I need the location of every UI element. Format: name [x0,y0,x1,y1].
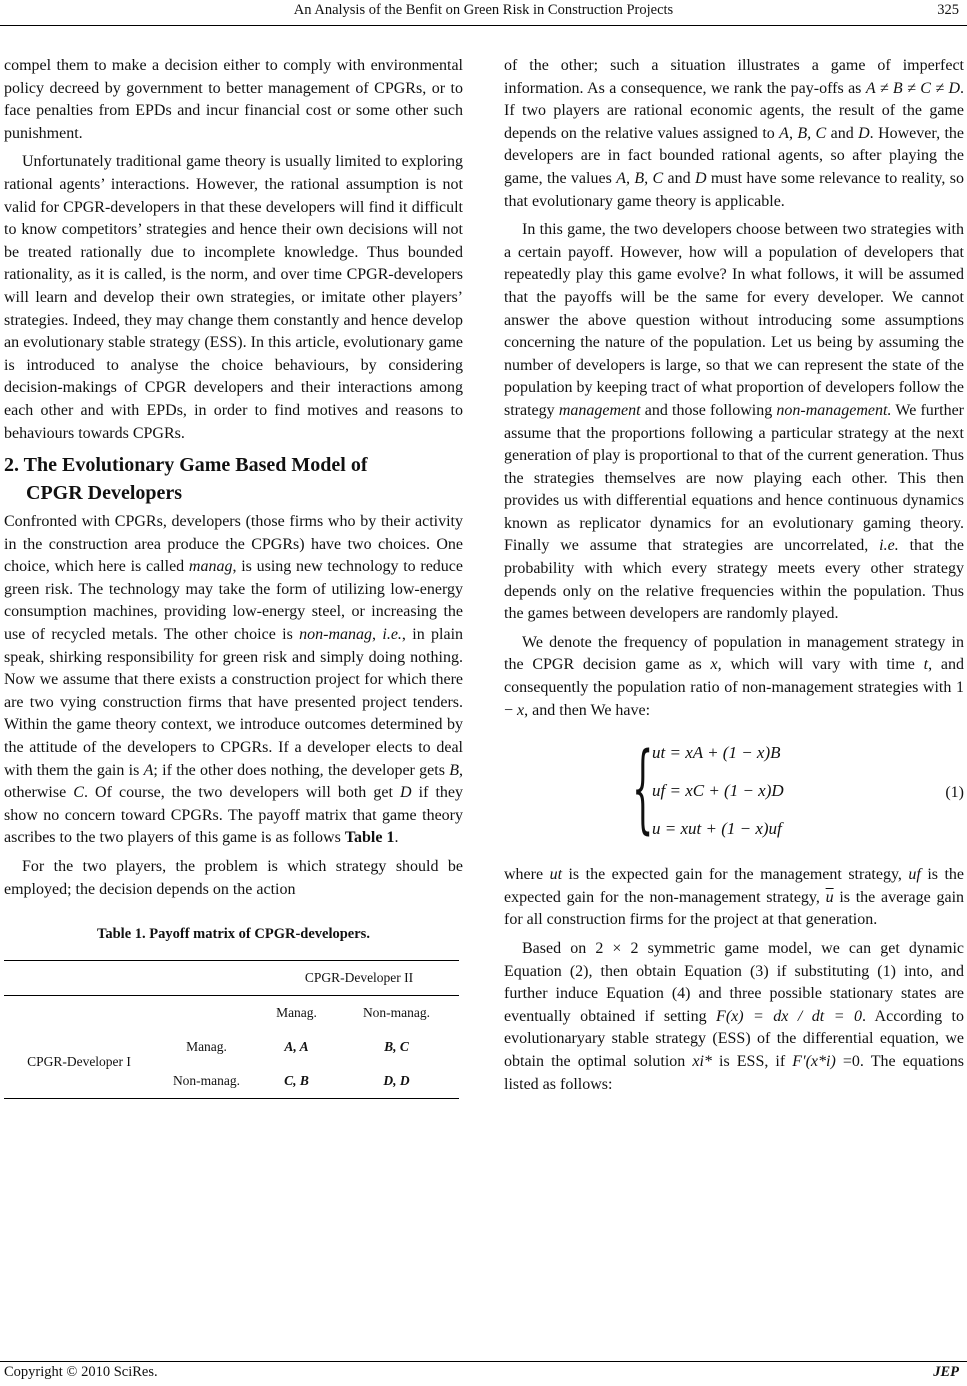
footer-copyright: Copyright © 2010 SciRes. [4,1364,158,1380]
paragraph: of the other; such a situation illustrates a game of imperfect information. As a consequence, we rank the pay-offs as A ≠ B ≠ C ≠ D. If two players are rational economic agents, the result of the game depends on the relative values assigned to A, B, C and D. However, the developers are in fact bounded rational agents, so after playing the game, the values A, B, C and D must have some relevance to reality, so that evolutionary game theory is applicable. [504,57,965,210]
table-cell: A, A [284,1038,309,1054]
equation-line: ut = xA + (1 − x)B [652,743,781,763]
paragraph: For the two players, the problem is which strategy should be employed; the decision depends on the action [4,858,463,898]
footer-rule [0,1361,967,1362]
section-heading [4,451,463,507]
paragraph: Confronted with CPGRs, developers (those firms who by their activity in the construction area produce the CPGRs) have two choices. One choice, which here is called manag, is using new technology to reduce green risk. The technology may take the form of utilizing low-energy consumption machines, providing low-energy steel, or increasing the use of recycled metals. The other choice is non-manag, i.e., in plain speak, shirking responsibility for green risk and simply doing nothing. Now we assume that there exists a construction project for which there are two vying construction firms that have presented project tenders. Within the game theory context, we introduce outcomes determined by the attitude of the developers to CPGRs. If a developer elects to deal with them the gain is A; if the other does nothing, the developer gets B, otherwise C. Of course, the two developers will both get D if they show no concern toward CPGRs. The payoff matrix that game theory ascribes to the two players of this game is as follows Table 1. [4,513,464,847]
row-group-header: CPGR-Developer I [4,995,154,1098]
section-heading-line1: 2. The Evolutionary Game Based Model of [4,454,368,477]
paragraph: Unfortunately traditional game theory is usually limited to exploring rational agents’ interactions. However, the rational assumption is not valid for CPGR-developers in that these developers will find it difficult to know competitors’ strategies and hence their own decisions will not be treated rationally due to incomplete knowledge. Thus bounded rationality, as it is called, is the norm, and over time CPGR-developers will learn and develop their own strategies, or imitate other players’ strategies. Indeed, they may change them constantly and hence develop an evolutionary stable strategy (ESS). In this article, evolutionary game is introduced to analyse the choice behaviours, by considering decision-makings of CPGR developers and their interactions among each other and with EPDs, in order to find motives and reasons to behaviours towards CPGRs. [4,153,463,442]
equation-number: (1) [945,784,964,802]
left-column [4,55,463,1099]
table-cell: C, B [284,1072,309,1088]
col-header-manag: Manag. [276,1004,317,1020]
paragraph: compel them to make a decision either to comply with environmental policy decreed by government to better management of CPGRs, or to face penalties from EPDs and incur financial cost or some other such punishment. [4,57,463,142]
equation-1 [504,732,964,854]
equation-line: u = xut + (1 − x)uf [652,819,782,839]
section-heading-line2: CPGR Developers [26,482,183,505]
row-header-manag: Manag. [186,1038,227,1054]
equation-line: uf = xC + (1 − x)D [652,781,784,801]
footer-journal: JEP [933,1364,959,1380]
paragraph: Based on 2 × 2 symmetric game model, we can get dynamic Equation (2), then obtain Equation (3) if substituting (1) into, and further induce Equation (4) and three possible stationary states are eventually obtained if setting F(x) = dx / dt = 0. According to evolutionaryary stable strategy (ESS) of the differential equation, we obtain the optimal solution xi* is ESS, if F′(x*i) =0. The equations listed as follows: [504,940,964,1093]
equation-brace: { [632,732,654,845]
page-number: 325 [937,2,959,18]
paragraph: We denote the frequency of population in management strategy in the CPGR decision game as x, which will vary with time t, and consequently the population ratio of non-management strategies with 1 − x, and then We have: [504,633,964,719]
running-header [0,0,967,24]
paragraph: where ut is the expected gain for the management strategy, uf is the expected gain for the non-management strategy, $\overline{u}$ is the average gain for all construction firms for the project at that generation. [504,866,965,929]
running-title: An Analysis of the Benfit on Green Risk in Construction Projects [293,2,674,18]
table-caption: Table 1. Payoff matrix of CPGR-developers. [97,926,370,943]
paragraph: In this game, the two developers choose between two strategies with a certain payoff. However, how will a population of developers that repeatedly play this game evolve? In what follows, it will be assumed that the payoffs will be the same for every developer. We cannot answer the above question without introducing some assumptions concerning the nature of the population. Let us being by assuming the number of developers is large, so that we can represent the state of the population by keeping tract of what proportion of developers follow the strategy management and those following non-management. We further assume that the proportions following a particular strategy at the next generation of play is proportional to that of the current generation. Thus the strategies themselves are now playing each other. This then provides us with differential equations and hence continuous dynamics known as replicator dynamics for an evolutionary gaming theory. Finally we assume that strategies are uncorrelated, i.e. that the probability with which every strategy meets every other strategy depends only on the relative frequencies within the population. Thus the games between developers are randomly played. [504,221,965,623]
payoff-table [4,960,459,1099]
table-cell: B, C [384,1038,409,1054]
col-group-header: CPGR-Developer II [304,969,414,985]
row-header-nonmanag: Non-manag. [172,1072,241,1088]
header-rule [0,25,967,26]
col-header-nonmanag: Non-manag. [362,1004,431,1020]
right-column [504,55,964,1096]
table-cell: D, D [383,1072,410,1088]
